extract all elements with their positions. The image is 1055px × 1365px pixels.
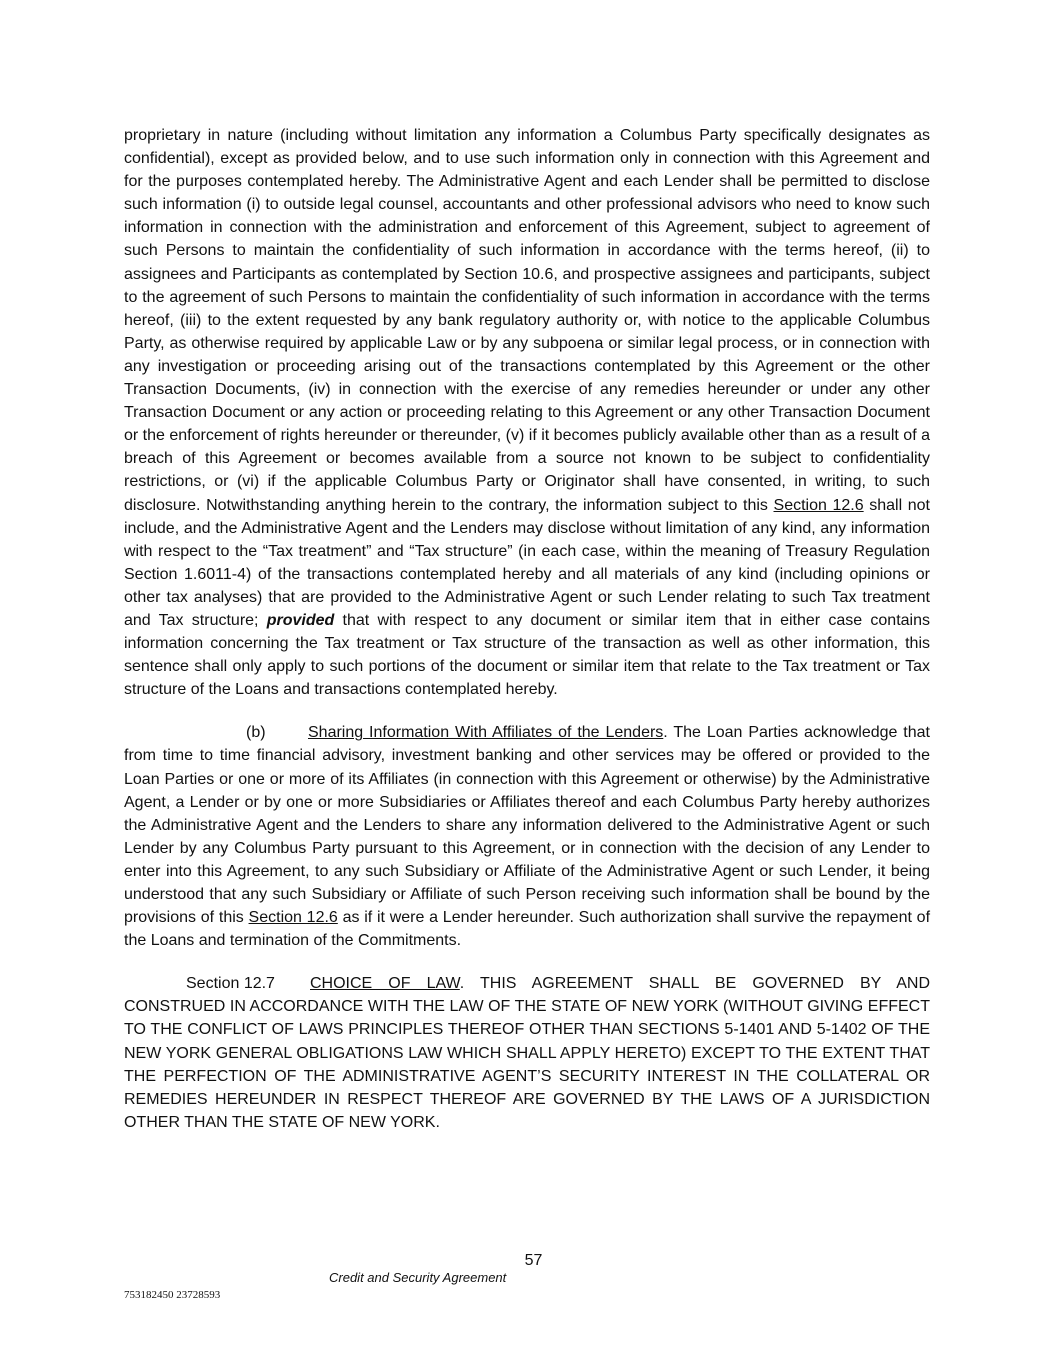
paragraph-choice-of-law xyxy=(124,972,930,1134)
section-reference: Section 12.6 xyxy=(773,496,864,514)
paragraph-text: . The Loan Parties acknowledge that from time to time financial advisory, investment banking and other services may be offered or provided to the Loan Parties or one or more of its Affiliates (in connection with this Agreement or otherwise) by the Administrative Agent, a Lender or by one or more Subsidiaries or Affiliates thereof and each Columbus Party hereby authorizes the Administrative Agent and the Lenders to share any information delivered to the Administrative Agent or such Lender by any Columbus Party pursuant to this Agreement, or in connection with the decision of any Lender to enter into this Agreement, to any such Subsidiary or Affiliate of the Administrative Agent or such Lender, it being understood that any such Subsidiary or Affiliate of such Person receiving such information shall be bound by the provisions of this xyxy=(124,724,930,927)
page-number: 57 xyxy=(524,1252,543,1269)
paragraph-text: proprietary in nature (including without limitation any information a Columbus Party specifically designates as confidential), except as provided below, and to use such information only in connection with this Agreement and for the purposes contemplated hereby. The Administrative Agent and each Lender shall be permitted to disclose such information (i) to outside legal counsel, accountants and other professional advisors who need to know such information in connection with the administration and enforcement of this Agreement, subject to agreement of such Persons to maintain the confidentiality of such information in accordance with the terms hereof, (ii) to assignees and Participants as contemplated by Section 10.6, and prospective assignees and participants, subject to the agreement of such Persons to maintain the confidentiality of such information in accordance with the terms hereof, (iii) to the extent requested by any bank regulatory authority or, with notice to the applicable Columbus Party, as otherwise required by applicable Law or by any subpoena or similar legal process, or in connection with any investigation or proceeding arising out of the transactions contemplated by this Agreement or the other Transaction Documents, (iv) in connection with the exercise of any remedies hereunder or under any other Transaction Document or any action or proceeding relating to this Agreement or any other Transaction Document or the enforcement of rights hereunder or thereunder, (v) if it becomes publicly available other than as a result of a breach of this Agreement or becomes available from a source not known to be subject to confidentiality restrictions, or (vi) if the applicable Columbus Party or Originator shall have consented, in writing, to such disclosure. Notwithstanding anything herein to the contrary, the information subject to this xyxy=(124,127,930,514)
section-reference: Section 12.6 xyxy=(248,909,338,927)
paragraph-confidentiality xyxy=(124,124,930,701)
subsection-heading: Sharing Information With Affiliates of the Lenders xyxy=(308,724,664,742)
subsection-label: (b) xyxy=(246,724,266,742)
paragraph-sharing-information xyxy=(124,721,930,952)
provided-emphasis: provided xyxy=(266,611,335,629)
paragraph-text: shall not include, and the Administrative Agent and the Lenders may disclose without limitation of any kind, any information with respect to the “Tax treatment” and “Tax structure” (in each case, within the meaning of Treasury Regulation Section 1.6011-4) of the transactions contemplated hereby and all materials of any kind (including opinions or other tax analyses) that are provided to the Administrative Agent or such Lender relating to such Tax treatment and Tax structure; xyxy=(124,496,930,629)
document-body xyxy=(124,124,930,1134)
paragraph-text: that with respect to any document or similar item that in either case contains information concerning the Tax treatment or Tax structure of the transaction as well as other information, this sentence shall only apply to such portions of the document or similar item that relate to the Tax treatment or Tax structure of the Loans and transactions contemplated hereby. xyxy=(124,611,930,699)
document-id: 753182450 23728593 xyxy=(124,1289,221,1301)
footer-title: Credit and Security Agreement xyxy=(329,1270,507,1285)
section-heading: CHOICE OF LAW xyxy=(310,975,460,993)
paragraph-text: as if it were a Lender hereunder. Such authorization shall survive the repayment of the Loans and termination of the Commitments. xyxy=(124,909,931,950)
section-label: Section 12.7 xyxy=(186,975,275,993)
paragraph-text: . THIS AGREEMENT SHALL BE GOVERNED BY AND CONSTRUED IN ACCORDANCE WITH THE LAW OF THE STATE OF NEW YORK (WITHOUT GIVING EFFECT TO THE CONFLICT OF LAWS PRINCIPLES THEREOF OTHER THAN SECTIONS 5-1401 AND 5-1402 OF THE NEW YORK GENERAL OBLIGATIONS LAW WHICH SHALL APPLY HERETO) EXCEPT TO THE EXTENT THAT THE PERFECTION OF THE ADMINISTRATIVE AGENT’S SECURITY INTEREST IN THE COLLATERAL OR REMEDIES HEREUNDER IN RESPECT THEREOF ARE GOVERNED BY THE LAWS OF A JURISDICTION OTHER THAN THE STATE OF NEW YORK. xyxy=(124,975,931,1131)
